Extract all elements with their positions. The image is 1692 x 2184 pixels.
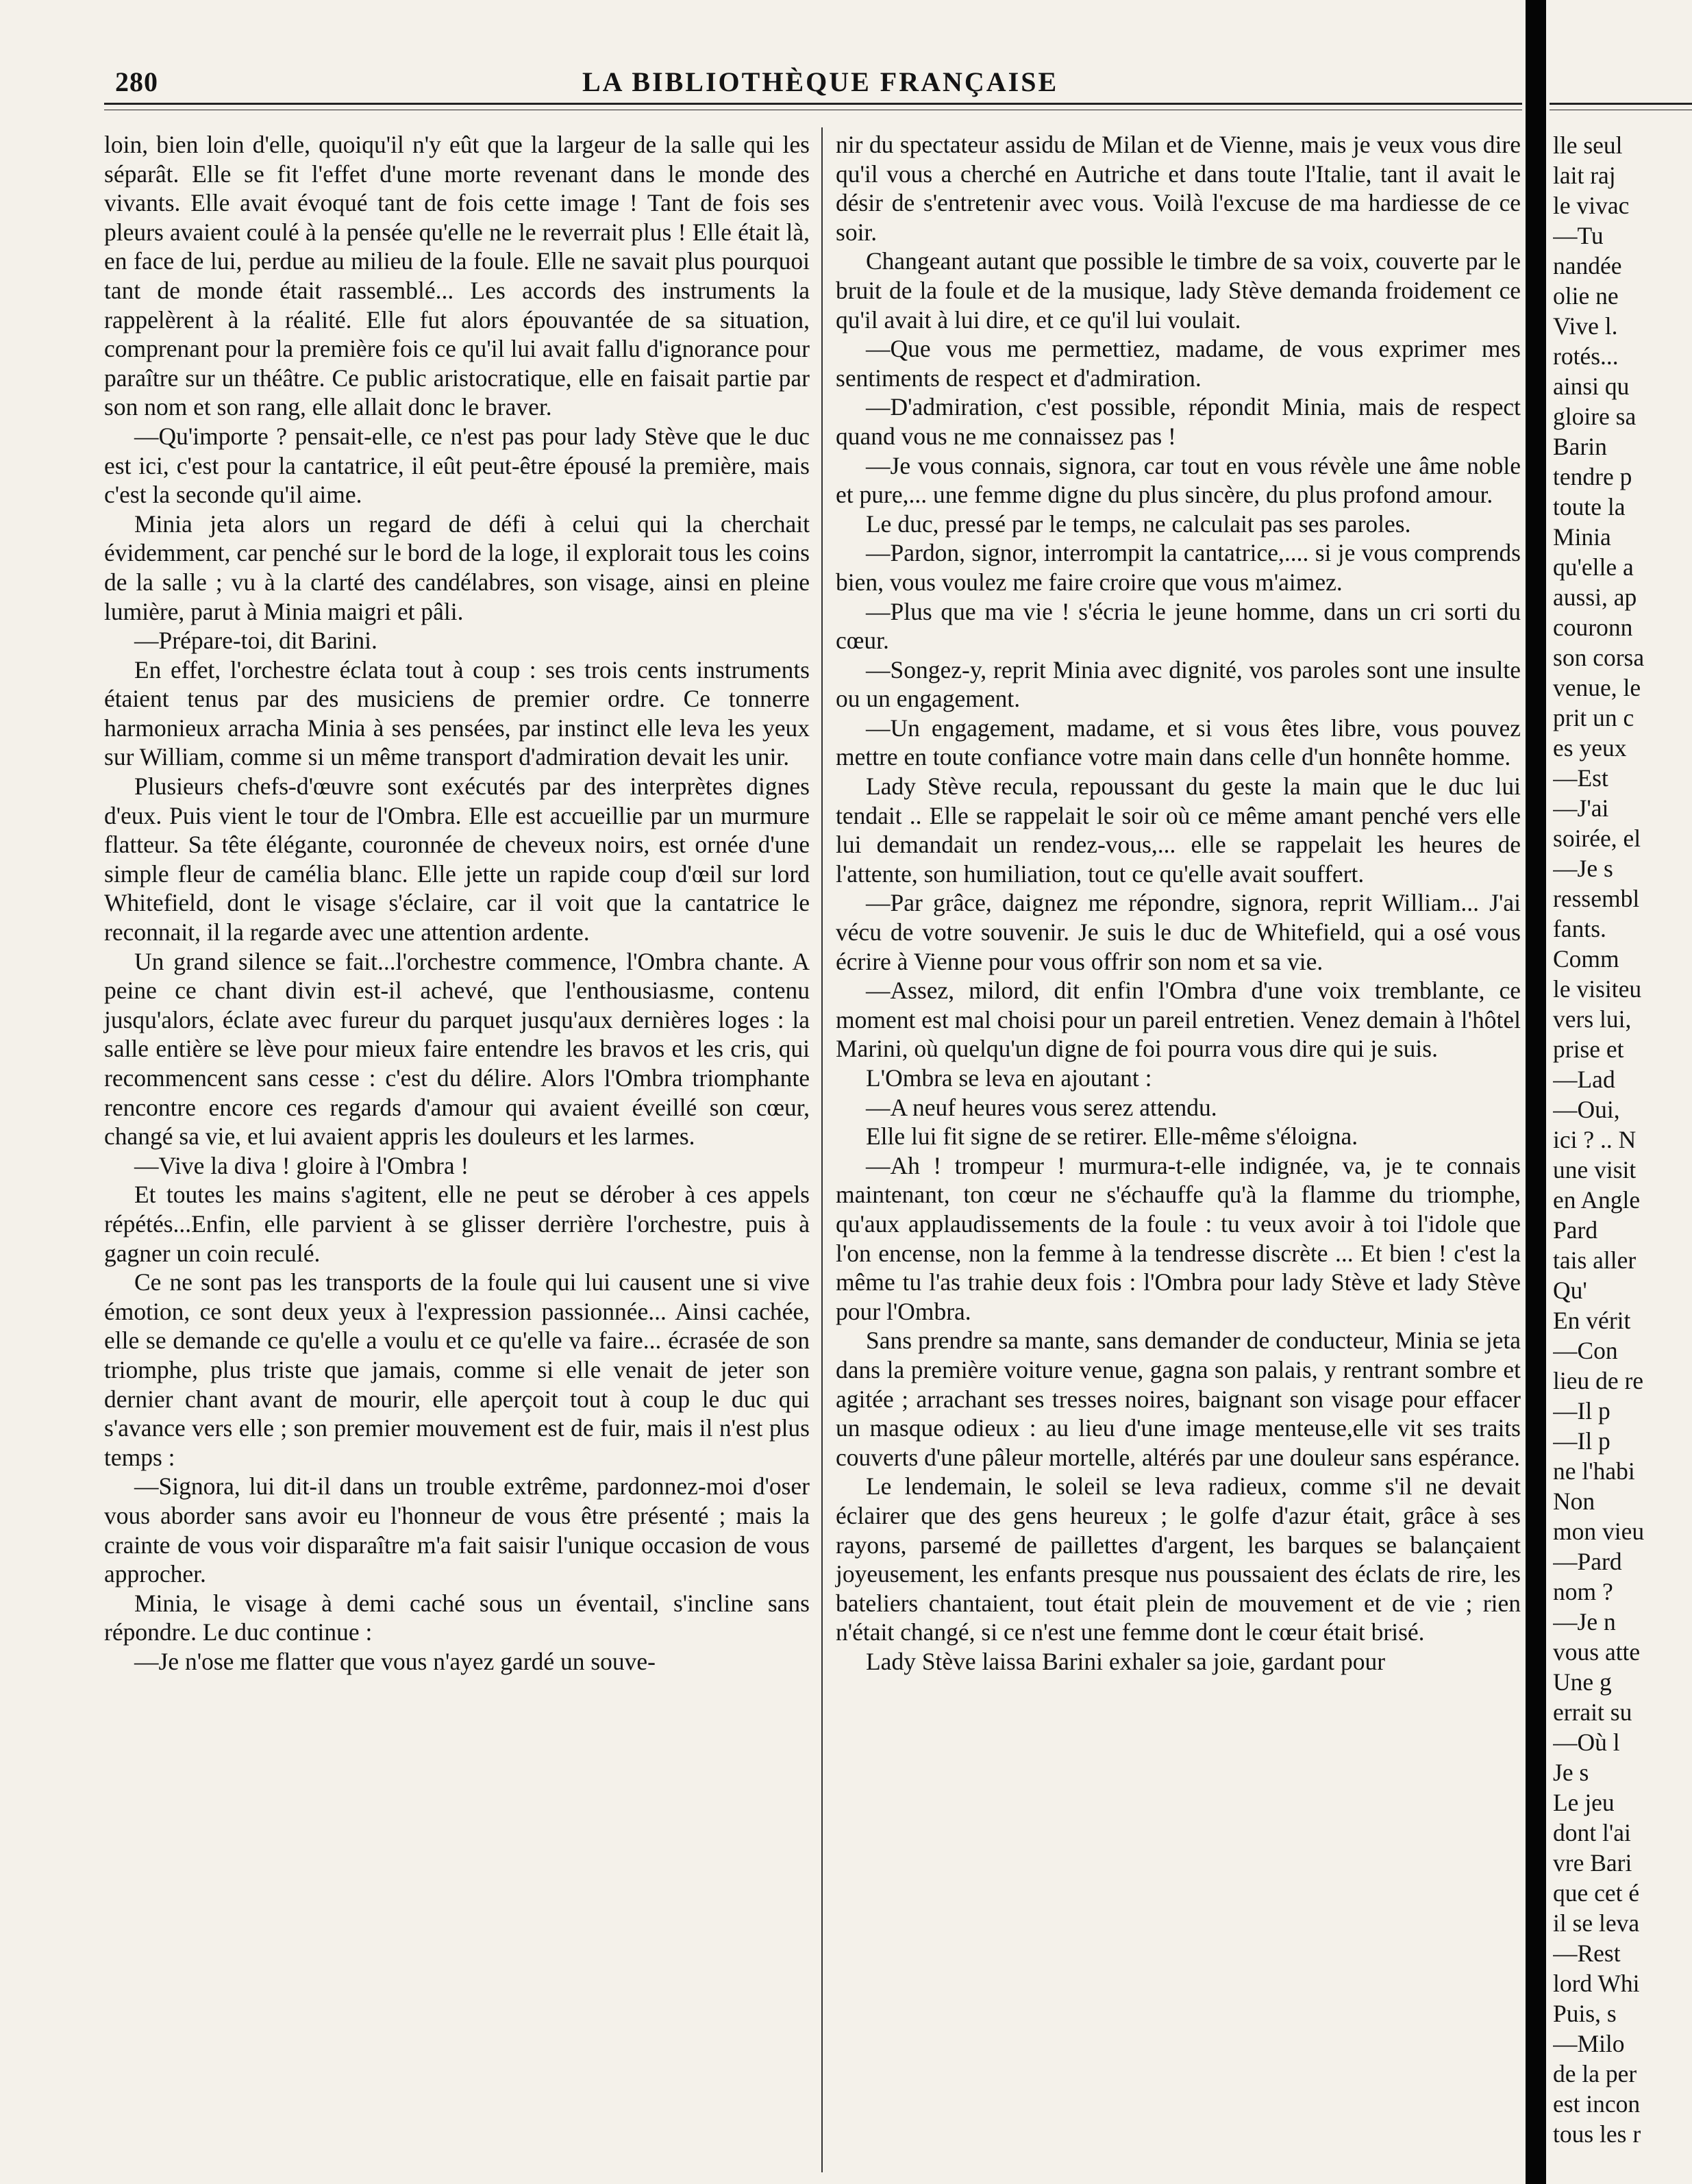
paragraph: —Songez-y, reprit Minia avec dignité, vos paroles sont une insulte ou un engagement. — [836, 655, 1521, 713]
paragraph: —Ah ! trompeur ! murmura-t-elle indignée, va, je te connais maintenant, ton cœur ne s'échauffe qu'à la flamme du triomphe, qu'aux applaudissements de la foule : tu veux avoir à toi l'idole que l'on encense, non la femme à la tendresse discrète ... Et bien ! c'est la même tu l'as trahie deux fois : l'Ombra pour lady Stève et lady Stève pour l'Ombra. — [836, 1151, 1521, 1325]
fragment-line: Pard — [1553, 1216, 1598, 1244]
paragraph: Changeant autant que possible le timbre de sa voix, couverte par le bruit de la foule et de la musique, lady Stève demanda froidement ce qu'il avait à lui dire, et ce qu'il lui voulait. — [836, 247, 1521, 334]
fragment-line: Le jeu — [1553, 1789, 1615, 1816]
fragment-line: —Milo — [1553, 2030, 1625, 2057]
fragment-line: prit un c — [1553, 704, 1634, 731]
fragment-line: Je s — [1553, 1759, 1589, 1786]
fragment-line: il se leva — [1553, 1909, 1640, 1937]
fragment-line: le visiteu — [1553, 975, 1642, 1003]
paragraph: Lady Stève recula, repoussant du geste la main que le duc lui tendait .. Elle se rappelait le soir où ce même amant penché vers elle lui demandait un rendez-vous,... elle se rappelait les heures de l'attente, son humiliation, tout ce qu'elle avait souffert. — [836, 773, 1521, 888]
paragraph: —Pardon, signor, interrompit la cantatrice,.... si je vous comprends bien, vous voulez me faire croire que vous m'aimez. — [836, 539, 1521, 596]
paragraph: —A neuf heures vous serez attendu. — [866, 1093, 1217, 1121]
paragraph: —Plus que ma vie ! s'écria le jeune homme, dans un cri sorti du cœur. — [836, 597, 1521, 655]
paragraph: —Prépare-toi, dit Barini. — [134, 627, 377, 655]
fragment-line: venue, le — [1553, 674, 1641, 701]
fragment-line: gloire sa — [1553, 403, 1637, 430]
fragment-line: tais aller — [1553, 1246, 1637, 1274]
fragment-line: —Il p — [1553, 1397, 1610, 1424]
fragment-line: une visit — [1553, 1156, 1637, 1183]
paragraph: —Que vous me permettiez, madame, de vous exprimer mes sentiments de respect et d'admiration. — [836, 335, 1521, 392]
fragment-line: prise et — [1553, 1035, 1624, 1063]
fragment-line: Une g — [1553, 1668, 1612, 1696]
paragraph: Sans prendre sa mante, sans demander de conducteur, Minia se jeta dans la première voiture venue, gagna son palais, y rentrant sombre et agitée ; arrachant ses tresses noires, baignant son visage pour effacer un masque odieux : au lieu d'une image menteuse,elle vit ses traits couverts d'une pâleur mortelle, altérés par une douleur sans espérance. — [836, 1327, 1521, 1471]
fragment-line: lle seul — [1553, 131, 1623, 159]
header-rule-top — [104, 103, 1522, 105]
paragraph: En effet, l'orchestre éclata tout à coup : ses trois cents instruments étaient tenus par des musiciens de premier ordre. Ce tonnerre harmonieux arracha Minia à ses pensées, par instinct elle leva les yeux sur William, comme si un même transport d'admiration devait les unir. — [104, 655, 810, 771]
paragraph: Ce ne sont pas les transports de la foule qui lui causent une si vive émotion, ce sont deux yeux à l'expression passionnée... Ainsi cachée, elle se demande ce qu'elle a voulu et ce qu'elle va faire... écrasée de son triomphe, plus triste que jamais, comme si elle venait de jeter son dernier chant avant de mourir, elle aperçoit tout à coup le duc qui s'avance vers elle ; son premier mouvement est de fuir, mais il n'est plus temps : — [104, 1268, 810, 1471]
fragment-line: —Lad — [1553, 1066, 1615, 1093]
fragment-line: tous les r — [1553, 2120, 1641, 2148]
fragment-line: —Est — [1553, 764, 1608, 792]
fragment-line: Vive l. — [1553, 312, 1618, 340]
fragment-line: —Tu — [1553, 222, 1604, 249]
paragraph: —Signora, lui dit-il dans un trouble extrême, pardonnez-moi d'oser vous aborder sans avoir eu l'honneur de vous être présenté ; mais la crainte de vous voir disparaître m'a fait saisir l'unique occasion de vous approcher. — [104, 1472, 810, 1588]
paragraph: —Qu'importe ? pensait-elle, ce n'est pas pour lady Stève que le duc est ici, c'est pour la cantatrice, il eût peut-être épousé la première, mais c'est la seconde qu'il aime. — [104, 422, 810, 509]
paragraph: Un grand silence se fait...l'orchestre commence, l'Ombra chante. A peine ce chant divin est-il achevé, que l'enthousiasme, contenu jusqu'alors, éclate avec fureur du parquet jusqu'aux dernières loges : la salle entière se lève pour mieux faire entendre les bravos et les cris, qui recommencent sans cesse : c'est du délire. Alors l'Ombra triomphante rencontre encore ces regards d'amour qui avaient éveillé son cœur, changé sa vie, et lui avaient appris les douleurs et les larmes. — [104, 947, 810, 1151]
paragraph: —Je vous connais, signora, car tout en vous révèle une âme noble et pure,... une femme digne du plus sincère, du plus profond amour. — [836, 451, 1521, 509]
fragment-line: ressembl — [1553, 885, 1640, 912]
fragment-line: —Il p — [1553, 1427, 1610, 1455]
fragment-line: en Angle — [1553, 1186, 1641, 1214]
fragment-line: En vérit — [1553, 1307, 1631, 1334]
paragraph: —Vive la diva ! gloire à l'Ombra ! — [134, 1151, 469, 1179]
fragment-line: vre Bari — [1553, 1849, 1632, 1877]
fragment-line: qu'elle a — [1553, 553, 1634, 581]
paragraph: Le duc, pressé par le temps, ne calculait pas ses paroles. — [866, 510, 1411, 538]
journal-title: LA BIBLIOTHÈQUE FRANÇAISE — [582, 66, 1059, 97]
fragment-line: aussi, ap — [1553, 583, 1637, 611]
paragraph: Lady Stève laissa Barini exhaler sa joie, gardant pour — [866, 1647, 1386, 1675]
paragraph: Minia jeta alors un regard de défi à celui qui la cherchait évidemment, car penché sur le bord de la loge, il explorait tous les coins de la salle ; vu à la clarté des candélabres, son visage, ainsi en pleine lumière, parut à Minia maigri et pâli. — [104, 510, 810, 625]
page-number: 280 — [115, 66, 158, 97]
fragment-line: Barin — [1553, 433, 1607, 460]
fragment-line: —J'ai — [1553, 794, 1609, 822]
fragment-line: Puis, s — [1553, 2000, 1617, 2027]
middle-column — [836, 130, 1521, 1676]
paragraph: Minia, le visage à demi caché sous un éventail, s'incline sans répondre. Le duc continue : — [104, 1589, 810, 1646]
fragment-line: —Où l — [1553, 1729, 1620, 1756]
paragraph: L'Ombra se leva en ajoutant : — [866, 1064, 1152, 1092]
paragraph: —Assez, milord, dit enfin l'Ombra d'une voix tremblante, ce moment est mal choisi pour un pareil entretien. Venez demain à l'hôtel Marini, où quelqu'un digne de foi pourra vous dire qui je suis. — [836, 977, 1521, 1063]
paragraph: —Par grâce, daignez me répondre, signora, reprit William... J'ai vécu de votre souvenir. Je suis le duc de Whitefield, qui a osé vous écrire à Vienne pour vous offrir son nom et sa vie. — [836, 889, 1521, 975]
column-divider — [821, 127, 823, 2172]
fragment-line: ainsi qu — [1553, 373, 1630, 400]
fragment-line: tendre p — [1553, 463, 1632, 490]
fragment-line: olie ne — [1553, 282, 1619, 310]
scan-edge-shadow — [1526, 0, 1546, 2184]
fragment-line: que cet é — [1553, 1879, 1640, 1907]
left-column — [104, 130, 810, 1676]
fragment-line: couronn — [1553, 614, 1633, 641]
fragment-line: —Pard — [1553, 1548, 1622, 1575]
paragraph: Plusieurs chefs-d'œuvre sont exécutés par des interprètes dignes d'eux. Puis vient le tour de l'Ombra. Elle est accueillie par un murmure flatteur. Sa tête élégante, couronnée de cheveux noirs, est ornée d'une simple fleur de camélia blanc. Elle jette un rapide coup d'œil sur lord Whitefield, dont le visage s'éclaire, car il voit que la cantatrice le reconnait, il la regarde avec une attention ardente. — [104, 773, 810, 946]
fragment-line: —Con — [1553, 1337, 1618, 1364]
fragment-line: —Rest — [1553, 1940, 1621, 1967]
fragment-line: Comm — [1553, 945, 1619, 972]
fragment-line: mon vieu — [1553, 1518, 1645, 1545]
right-column-fragment — [1553, 130, 1692, 2178]
fragment-line: dont l'ai — [1553, 1819, 1631, 1846]
fragment-line: fants. — [1553, 915, 1606, 942]
fragment-line: Non — [1553, 1488, 1595, 1515]
paragraph: —Je n'ose me flatter que vous n'ayez gardé un souve- — [134, 1647, 656, 1675]
fragment-line: vers lui, — [1553, 1005, 1632, 1033]
fragment-line: errait su — [1553, 1698, 1632, 1726]
header-rule-top-right — [1550, 103, 1692, 105]
fragment-line: est incon — [1553, 2090, 1641, 2118]
fragment-line: nandée — [1553, 252, 1622, 279]
fragment-line: —Je s — [1553, 855, 1613, 882]
fragment-line: lieu de re — [1553, 1367, 1644, 1394]
fragment-line: nom ? — [1553, 1578, 1613, 1605]
paragraph: Le lendemain, le soleil se leva radieux, comme s'il ne devait éclairer que des gens heureux ; le golfe d'azur était, grâce à ses rayons, parsemé de paillettes d'argent, les barques se balançaient joyeusement, les enfants presque nus poussaient des éclats de rire, les bateliers chantaient, tout était plein de mouvement et de vie ; rien n'était changé, si ce n'est une femme dont le cœur était brisé. — [836, 1472, 1521, 1646]
fragment-line: ici ? .. N — [1553, 1126, 1637, 1153]
fragment-line: vous atte — [1553, 1638, 1641, 1666]
paragraph: Et toutes les mains s'agitent, elle ne peut se dérober à ces appels répétés...Enfin, elle parvient à se glisser derrière l'orchestre, puis à gagner un coin reculé. — [104, 1181, 810, 1267]
fragment-line: le vivac — [1553, 192, 1630, 219]
fragment-line: Qu' — [1553, 1277, 1587, 1304]
fragment-line: lord Whi — [1553, 1970, 1640, 1997]
fragment-line: son corsa — [1553, 644, 1645, 671]
paragraph: —Un engagement, madame, et si vous êtes libre, vous pouvez mettre en toute confiance votre main dans celle d'un honnête homme. — [836, 714, 1521, 771]
fragment-line: es yeux — [1553, 734, 1627, 762]
fragment-line: lait raj — [1553, 162, 1616, 189]
paragraph: loin, bien loin d'elle, quoiqu'il n'y eût que la largeur de la salle qui les séparât. Elle se fit l'effet d'une morte revenant dans le monde des vivants. Elle avait évoqué tant de fois cette image ! Tant de fois ses pleurs avaient coulé à la pensée qu'elle ne le reverrait plus ! Elle était là, en face de lui, perdue au milieu de la foule. Elle ne savait plus pourquoi tant de monde était rassemblé... Les accords des instruments la rappelèrent à la réalité. Elle fut alors épouvantée de sa situation, comprenant pour la première fois ce qu'il lui avait fallu d'ignorance pour paraître sur un théâtre. Ce public aristocratique, elle en faisait partie par son nom et son rang, elle allait donc le braver. — [104, 131, 810, 421]
paragraph: nir du spectateur assidu de Milan et de Vienne, mais je veux vous dire qu'il vous a cherché en Autriche et dans toute l'Italie, tant il avait le désir de s'entretenir avec vous. Voilà l'excuse de ma hardiesse de ce soir. — [836, 131, 1521, 246]
fragment-line: Minia — [1553, 523, 1611, 551]
paragraph: Elle lui fit signe de se retirer. Elle-même s'éloigna. — [866, 1122, 1358, 1151]
fragment-line: —Oui, — [1553, 1096, 1620, 1123]
fragment-line: toute la — [1553, 493, 1626, 520]
paragraph: —D'admiration, c'est possible, répondit Minia, mais de respect quand vous ne me connaissez pas ! — [836, 393, 1521, 450]
fragment-line: de la per — [1553, 2060, 1637, 2087]
fragment-line: soirée, el — [1553, 825, 1641, 852]
fragment-line: rotés... — [1553, 342, 1619, 370]
fragment-line: —Je n — [1553, 1608, 1616, 1635]
fragment-line: ne l'habi — [1553, 1457, 1635, 1485]
